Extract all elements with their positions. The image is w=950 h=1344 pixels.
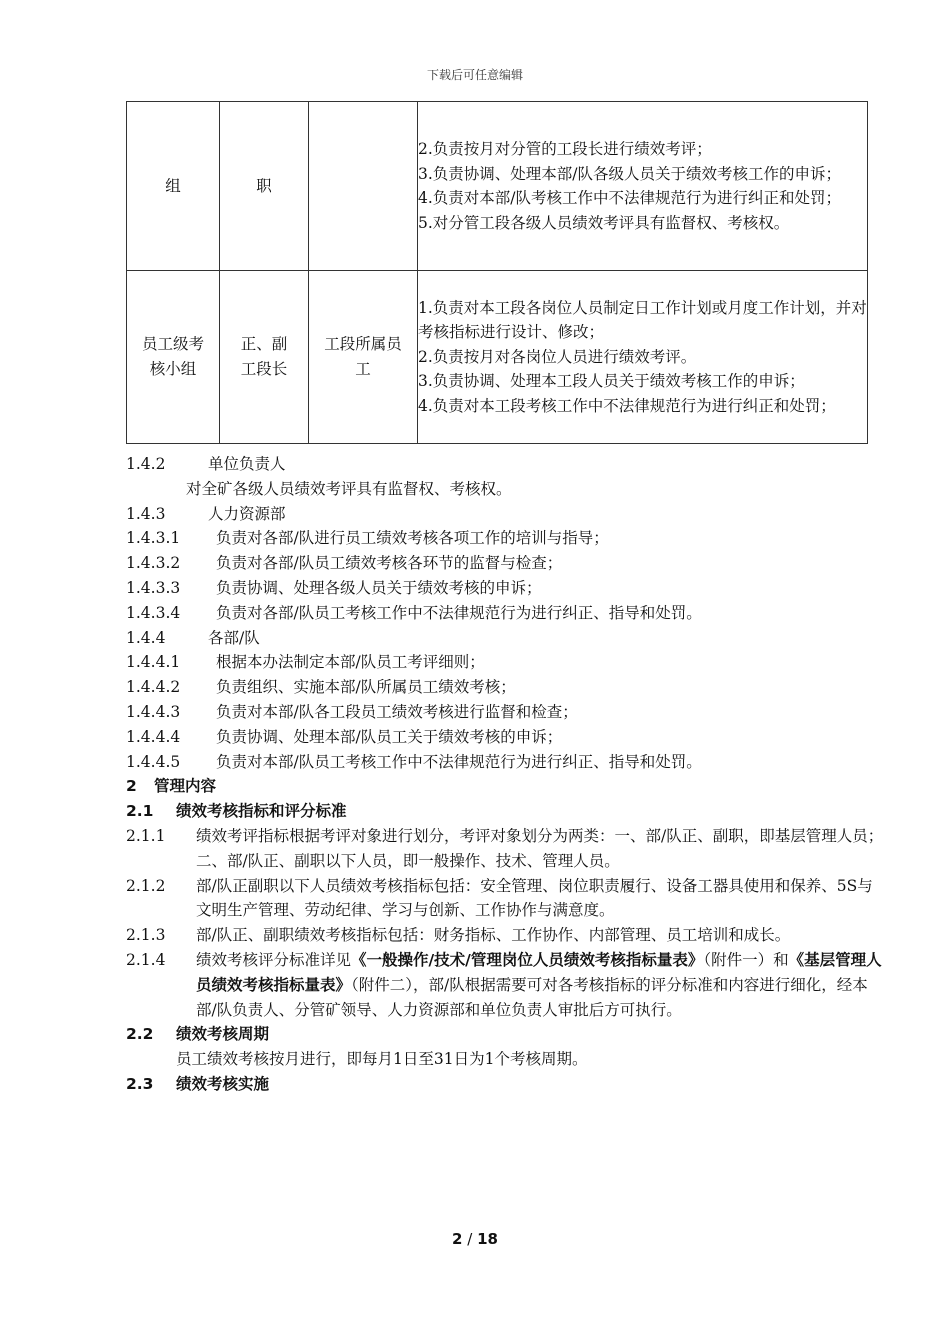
item-text: 负责对各部/队员工绩效考核各环节的监督与检查；: [216, 554, 563, 573]
table-cell-role: 职: [220, 102, 309, 271]
item-number: 1.4.3.1: [126, 529, 181, 548]
section-number: 1.4.2: [126, 455, 166, 473]
section-number: 2.3: [126, 1074, 154, 1093]
item-number: 1.4.4.2: [126, 678, 181, 697]
item-text: 负责组织、实施本部/队所属员工绩效考核；: [216, 678, 516, 697]
duty-line: 1.负责对本工段各岗位人员制定日工作计划或月度工作计划，并对考核指标进行设计、修改；: [418, 298, 867, 342]
attachment-title: 《基层管理人员绩效考核指标量表》: [196, 950, 882, 994]
attachment-title: 《一般操作/技术/管理岗位人员绩效考核指标量表》: [351, 950, 704, 969]
item-number: 2.1.3: [126, 926, 166, 945]
section-number: 2.1: [126, 802, 154, 821]
section-heading: [126, 799, 886, 824]
text-run: 绩效考核评分标准详见: [196, 950, 352, 969]
section-heading: [126, 1072, 886, 1097]
section-title: 绩效考核周期: [176, 1025, 270, 1044]
table-row: [127, 102, 868, 271]
duty-line: 5.对分管工段各级人员绩效考评具有监督权、考核权。: [418, 213, 790, 232]
section-title: 绩效考核指标和评分标准: [176, 802, 347, 821]
table-cell-group: 组: [127, 102, 220, 271]
paragraph: [126, 948, 886, 1022]
list-item: [126, 601, 886, 626]
list-item: [126, 700, 886, 725]
paragraph: [126, 923, 886, 948]
table-row: [127, 271, 868, 444]
item-text: 部/队正、副职绩效考核指标包括：财务指标、工作协作、内部管理、员工培训和成长。: [196, 926, 791, 945]
page-number: [0, 1230, 950, 1248]
item-number: 1.4.4.3: [126, 702, 181, 721]
item-text: [196, 948, 886, 1022]
item-number: 2.1.2: [126, 876, 166, 895]
item-number: 1.4.3.2: [126, 554, 181, 573]
section-number: 1.4.4: [126, 628, 166, 647]
duty-line: 3.负责协调、处理本部/队各级人员关于绩效考核工作的申诉；: [418, 164, 842, 183]
section-number: 2.2: [126, 1025, 154, 1044]
duty-line: 3.负责协调、处理本工段人员关于绩效考核工作的申诉；: [418, 372, 805, 391]
paragraph: [126, 874, 886, 924]
list-item: [126, 750, 886, 775]
item-text: 负责对各部/队进行员工绩效考核各项工作的培训与指导；: [216, 529, 609, 548]
item-number: 1.4.4.1: [126, 653, 181, 672]
list-item: [126, 675, 886, 700]
item-number: 1.4.4.5: [126, 752, 181, 771]
chapter-heading: [126, 774, 886, 799]
section-title: 单位负责人: [208, 455, 286, 473]
item-text: 根据本办法制定本部/队员工考评细则；: [216, 653, 485, 672]
item-number: 2.1.4: [126, 950, 166, 969]
chapter-number: 2: [126, 777, 137, 796]
item-text: 负责协调、处理各级人员关于绩效考核的申诉；: [216, 578, 542, 597]
item-text: 负责对本部/队各工段员工绩效考核进行监督和检查；: [216, 702, 578, 721]
paragraph: [126, 824, 886, 874]
page-header: 下载后可任意编辑: [426, 68, 523, 82]
section-heading: [126, 626, 886, 651]
duty-line: 4.负责对本部/队考核工作中不法律规范行为进行纠正和处罚；: [418, 189, 842, 207]
duty-line: 2.负责按月对分管的工段长进行绩效考评；: [418, 140, 712, 158]
item-number: 1.4.3.3: [126, 578, 181, 597]
duty-line: 2.负责按月对各岗位人员进行绩效考评。: [418, 347, 697, 366]
chapter-title: 管理内容: [154, 777, 217, 796]
item-text: 绩效考评指标根据考评对象进行划分，考评对象划分为两类：一、部/队正、副职，即基层管理人员；二、部/队正、副职以下人员，即一般操作、技术、管理人员。: [196, 826, 884, 870]
list-item: [126, 551, 886, 576]
text-run: （附件二），部/队根据需要可对各考核指标的评分标准和内容进行细化，经本部/队负责人、分管矿领导、人力资源部和单位负责人审批后方可执行。: [196, 975, 868, 1019]
table-cell-role: 正、副工段长: [220, 271, 309, 444]
paragraph: 对全矿各级人员绩效考评具有监督权、考核权。: [186, 479, 512, 498]
table-cell-duties: [418, 102, 868, 271]
item-number: 1.4.4.4: [126, 727, 181, 746]
list-item: [126, 576, 886, 601]
item-number: 1.4.3.4: [126, 603, 181, 622]
section-title: 人力资源部: [208, 504, 286, 523]
section-heading: [126, 502, 886, 527]
table-cell-group: 员工级考核小组: [127, 271, 220, 444]
table-cell-duties: [418, 271, 868, 444]
section-heading: [126, 1022, 886, 1047]
section-title: 绩效考核实施: [176, 1074, 270, 1093]
page-separator: /: [462, 1230, 478, 1248]
item-number: 2.1.1: [126, 826, 166, 845]
section-heading: [126, 452, 886, 477]
list-item: [126, 650, 886, 675]
item-text: 负责协调、处理本部/队员工关于绩效考核的申诉；: [216, 727, 563, 746]
duty-table: [126, 101, 868, 444]
list-item: [126, 725, 886, 750]
list-item: [126, 526, 886, 551]
duty-line: 4.负责对本工段考核工作中不法律规范行为进行纠正和处罚；: [418, 396, 836, 415]
text-run: （附件一）和: [703, 950, 789, 969]
section-number: 1.4.3: [126, 504, 166, 523]
item-text: 部/队正副职以下人员绩效考核指标包括：安全管理、岗位职责履行、设备工器具使用和保养、5S与文明生产管理、劳动纪律、学习与创新、工作协作与满意度。: [196, 876, 873, 920]
table-cell-target: [309, 102, 418, 271]
item-text: 负责对各部/队员工考核工作中不法律规范行为进行纠正、指导和处罚。: [216, 603, 702, 622]
table-cell-target: 工段所属员工: [309, 271, 418, 444]
paragraph: 员工绩效考核按月进行，即每月1日至31日为1个考核周期。: [176, 1050, 588, 1069]
section-title: 各部/队: [208, 628, 260, 647]
total-pages: 18: [477, 1230, 498, 1248]
current-page: 2: [452, 1230, 463, 1248]
document-body: [126, 452, 886, 1097]
item-text: 负责对本部/队员工考核工作中不法律规范行为进行纠正、指导和处罚。: [216, 752, 702, 771]
